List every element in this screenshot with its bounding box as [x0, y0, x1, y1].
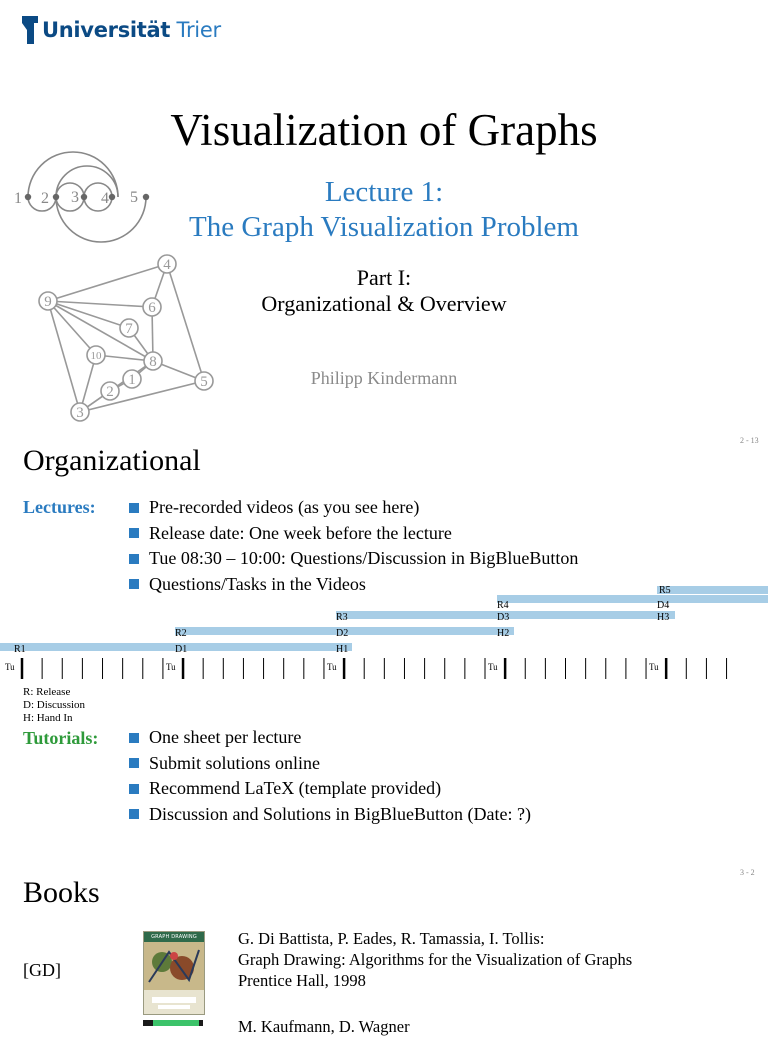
- university-logo: [22, 15, 221, 45]
- timeline-label: R3: [336, 612, 348, 623]
- list-item: Discussion and Solutions in BigBlueButton (Date: ?): [129, 802, 531, 828]
- timeline-label: D1: [175, 644, 188, 655]
- university-logo-icon: [22, 16, 38, 44]
- tick-label: Tu: [327, 662, 337, 672]
- list-item: Tue 08:30 – 10:00: Questions/Discussion in BigBlueButton: [129, 546, 578, 572]
- bullet-icon: [129, 784, 139, 794]
- list-item: One sheet per lecture: [129, 725, 531, 751]
- lecture-title: The Graph Visualization Problem: [189, 211, 579, 243]
- arc-node-label: 4: [101, 190, 109, 207]
- arc-node-label: 2: [41, 190, 49, 207]
- page-number: 2 - 13: [740, 436, 759, 445]
- section-heading: Books: [23, 876, 100, 909]
- tick-label: Tu: [5, 662, 15, 672]
- section-heading: Organizational: [23, 444, 201, 477]
- tutorials-list: [129, 725, 531, 827]
- timeline-bar: [657, 586, 768, 594]
- university-name: Universität Trier: [42, 18, 221, 42]
- tick-label: Tu: [166, 662, 176, 672]
- bullet-icon: [129, 809, 139, 819]
- list-item: Release date: One week before the lecture: [129, 521, 578, 547]
- timeline-label: R1: [14, 644, 26, 655]
- graph-node-label: 8: [149, 354, 157, 370]
- book-cover: GRAPH DRAWING: [143, 931, 205, 1015]
- timeline-label: D3: [497, 612, 510, 623]
- tick-label: Tu: [488, 662, 498, 672]
- timeline-bar: [497, 595, 768, 603]
- slide-title: Visualization of Graphs: [170, 105, 598, 155]
- graph-node-label: 1: [128, 372, 136, 388]
- schedule-timeline: [0, 580, 768, 682]
- bullet-icon: [129, 733, 139, 743]
- graph-node-label: 5: [200, 374, 208, 390]
- lecture-number: Lecture 1:: [324, 176, 444, 208]
- arc-node-label: 5: [130, 189, 138, 206]
- book-title: Graph Drawing: Algorithms for the Visualization of Graphs: [238, 950, 633, 969]
- timeline-legend: R: Release D: Discussion H: Hand In: [23, 686, 86, 724]
- graph-node-label: 4: [163, 257, 171, 273]
- timeline-label: R4: [497, 600, 509, 611]
- part-title: Organizational & Overview: [261, 291, 507, 316]
- timeline-label: R5: [659, 585, 671, 596]
- list-item: Recommend LaTeX (template provided): [129, 776, 531, 802]
- timeline-label: R2: [175, 628, 187, 639]
- next-book-authors: M. Kaufmann, D. Wagner: [238, 1017, 410, 1036]
- graph-node-label: 3: [76, 405, 84, 421]
- lectures-label: Lectures:: [23, 497, 96, 517]
- graph-node-label: 6: [148, 300, 156, 316]
- timeline-label: D2: [336, 628, 349, 639]
- graph-node-label: 9: [44, 294, 52, 310]
- graph-node-label: 10: [90, 350, 102, 362]
- tick-label: Tu: [649, 662, 659, 672]
- page-number: 3 - 2: [740, 868, 755, 877]
- author-name: Philipp Kindermann: [310, 368, 458, 388]
- book-info: [238, 928, 632, 991]
- timeline-label: H2: [497, 628, 510, 639]
- timeline-label: H3: [657, 612, 670, 623]
- arc-diagram: [0, 140, 170, 250]
- timeline-label: D4: [657, 600, 670, 611]
- graph-drawing: [0, 240, 240, 430]
- part-number: Part I:: [356, 265, 412, 290]
- bullet-icon: [129, 503, 139, 513]
- list-item: Submit solutions online: [129, 751, 531, 777]
- book-cover-art: [144, 942, 204, 990]
- next-book-cover: [143, 1020, 203, 1026]
- timeline-label: H1: [336, 644, 349, 655]
- list-item: Pre-recorded videos (as you see here): [129, 495, 578, 521]
- book-authors: G. Di Battista, P. Eades, R. Tamassia, I. Tollis:: [238, 929, 545, 948]
- bullet-icon: [129, 758, 139, 768]
- list-item: Questions/Tasks in the Videos: [129, 572, 578, 598]
- graph-node-label: 2: [106, 384, 114, 400]
- graph-node-label: 7: [125, 321, 133, 337]
- arc-node-label: 3: [71, 189, 79, 206]
- book-tag: [GD]: [23, 960, 61, 980]
- book-publisher: Prentice Hall, 1998: [238, 971, 366, 990]
- bullet-icon: [129, 554, 139, 564]
- tutorials-label: Tutorials:: [23, 728, 99, 748]
- arc-node-label: 1: [14, 190, 22, 207]
- bullet-icon: [129, 528, 139, 538]
